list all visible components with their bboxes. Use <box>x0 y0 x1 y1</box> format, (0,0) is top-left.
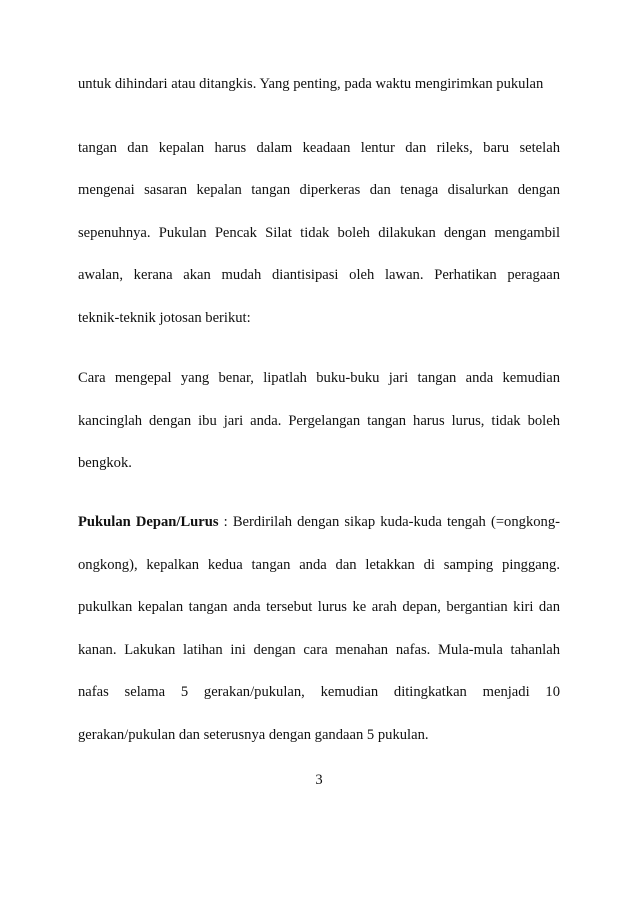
paragraph-text: : Berdirilah dengan sikap kuda-kuda tengah (=ongkong- <box>218 514 560 530</box>
section-heading: Pukulan Depan/Lurus <box>78 514 219 530</box>
paragraph-line: kanan. Lakukan latihan ini dengan cara menahan nafas. Mula-mula tahanlah <box>78 642 560 658</box>
paragraph-line <box>78 513 560 531</box>
paragraph-line: ongkong), kepalkan kedua tangan anda dan letakkan di samping pinggang. <box>78 557 560 573</box>
paragraph-line: sepenuhnya. Pukulan Pencak Silat tidak boleh dilakukan dengan mengambil <box>78 225 560 241</box>
paragraph-line: teknik-teknik jotosan berikut: <box>78 310 251 326</box>
paragraph-line: untuk dihindari atau ditangkis. Yang penting, pada waktu mengirimkan pukulan <box>78 76 544 92</box>
paragraph-line: kancinglah dengan ibu jari anda. Pergelangan tangan harus lurus, tidak boleh <box>78 413 560 429</box>
paragraph-line: pukulkan kepalan tangan anda tersebut lurus ke arah depan, bergantian kiri dan <box>78 599 560 615</box>
paragraph-line: nafas selama 5 gerakan/pukulan, kemudian ditingkatkan menjadi 10 <box>78 684 560 700</box>
paragraph-line: tangan dan kepalan harus dalam keadaan lentur dan rileks, baru setelah <box>78 140 560 156</box>
paragraph-line: bengkok. <box>78 455 132 471</box>
paragraph-line: awalan, kerana akan mudah diantisipasi oleh lawan. Perhatikan peragaan <box>78 267 560 283</box>
paragraph-line: Cara mengepal yang benar, lipatlah buku-buku jari tangan anda kemudian <box>78 370 560 386</box>
paragraph-line: gerakan/pukulan dan seterusnya dengan gandaan 5 pukulan. <box>78 727 429 743</box>
paragraph-line: mengenai sasaran kepalan tangan diperkeras dan tenaga disalurkan dengan <box>78 182 560 198</box>
page-number: 3 <box>315 772 323 788</box>
